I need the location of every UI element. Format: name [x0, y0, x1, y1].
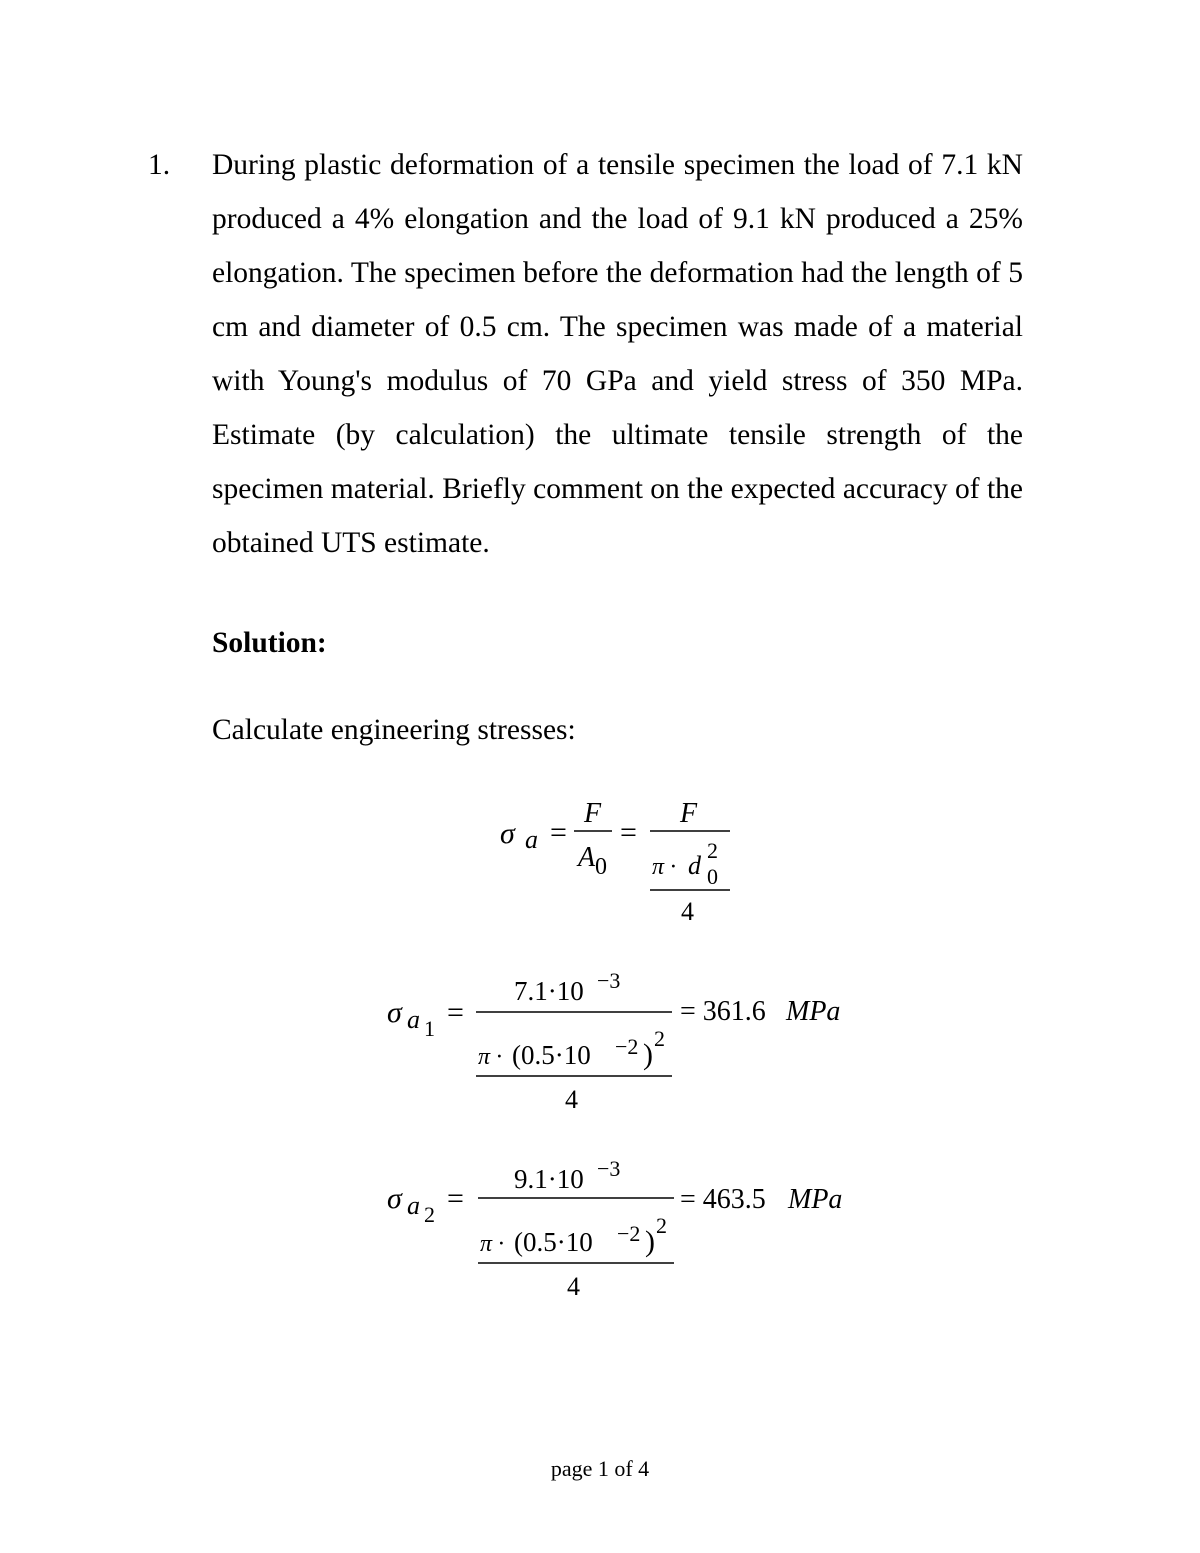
- sigma-symbol: σ: [387, 996, 402, 1029]
- result-value: = 361.6: [680, 996, 766, 1027]
- sigma-subsubscript: 1: [424, 1016, 435, 1041]
- sigma-symbol: σ: [387, 1182, 402, 1215]
- result-unit: MPa: [788, 1184, 843, 1215]
- denominator-exponent: −2: [617, 1221, 641, 1246]
- denominator-exponent: −2: [615, 1034, 639, 1059]
- problem-text: During plastic deformation of a tensile specimen the load of 7.1 kN produced a 4% elongation and the load of 9.1 kN produced a 25% elongation. The specimen before the deformation had the length of 5 cm and diameter of 0.5 cm. The specimen was made of a material with Young's modulus of 70 GPa and yield stress of 350 MPa. Estimate (by calculation) the ultimate tensile strength of the specimen material. Briefly comment on the expected accuracy of the obtained UTS estimate.: [212, 149, 1023, 559]
- equals-sign: =: [447, 996, 464, 1029]
- problem-number: 1.: [148, 149, 171, 181]
- pi-dot: π ·: [478, 1044, 503, 1070]
- sigma-subsubscript: 2: [424, 1202, 435, 1227]
- sigma-subscript: a: [407, 1005, 420, 1034]
- sigma-subscript: a: [407, 1191, 420, 1220]
- step-engineering-stresses: Calculate engineering stresses:: [212, 714, 576, 746]
- numerator-f-2: F: [680, 798, 698, 829]
- denominator-four: 4: [681, 897, 694, 926]
- equation-sigma-a1: [387, 968, 840, 1114]
- numerator-exponent: −3: [597, 1156, 621, 1181]
- sigma-subscript: a: [525, 825, 538, 854]
- numerator-exponent: −3: [597, 968, 621, 993]
- diameter-subscript: 0: [707, 864, 718, 889]
- denominator-paren-close: ): [643, 1038, 653, 1071]
- equation-sigma-a2: [387, 1156, 842, 1301]
- page-number: page 1 of 4: [550, 1456, 650, 1481]
- denominator-four: 4: [565, 1085, 578, 1114]
- denominator-a: A: [578, 842, 596, 873]
- diameter-exponent: 2: [707, 838, 718, 863]
- numerator-value: 7.1·10: [514, 976, 584, 1006]
- solution-heading: Solution:: [212, 627, 327, 659]
- equation-general: [500, 798, 730, 926]
- equals-sign: =: [447, 1182, 464, 1215]
- result-unit: MPa: [786, 996, 841, 1027]
- denominator-paren-close: ): [645, 1225, 655, 1258]
- denominator-square: 2: [656, 1213, 667, 1238]
- equals-sign-2: =: [620, 816, 637, 849]
- sigma-symbol: σ: [500, 817, 515, 850]
- numerator-f: F: [584, 798, 602, 829]
- denominator-square: 2: [654, 1026, 665, 1051]
- denominator-a-subscript: 0: [595, 854, 607, 880]
- pi-dot: π ·: [480, 1231, 505, 1257]
- denominator-four: 4: [567, 1272, 580, 1301]
- pi-dot: π ·: [652, 854, 677, 880]
- denominator-base: (0.5·10: [514, 1227, 593, 1257]
- denominator-base: (0.5·10: [512, 1040, 591, 1070]
- equals-sign: =: [550, 816, 567, 849]
- result-value: = 463.5: [680, 1184, 766, 1215]
- diameter-d: d: [688, 851, 701, 880]
- numerator-value: 9.1·10: [514, 1164, 584, 1194]
